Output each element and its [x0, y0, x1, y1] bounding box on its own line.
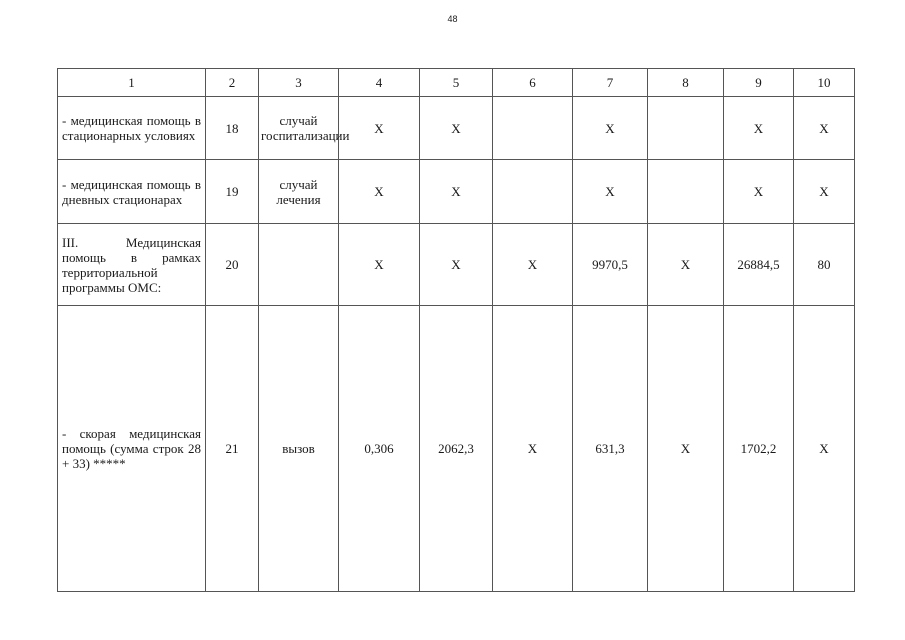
- table-cell: [648, 160, 724, 224]
- table-cell: 1702,2: [724, 306, 794, 592]
- row-name-cell: - медицинская помощь в дневных стационарах: [58, 160, 206, 224]
- header-row: [58, 69, 855, 97]
- table-row: [58, 224, 855, 306]
- row-unit-cell: [259, 224, 339, 306]
- header-cell: 4: [339, 69, 420, 97]
- table-cell: X: [573, 97, 648, 160]
- table-cell: 2062,3: [420, 306, 493, 592]
- table-cell: X: [420, 97, 493, 160]
- row-unit-cell: случай госпитализации: [259, 97, 339, 160]
- table-cell: X: [339, 97, 420, 160]
- table-cell: 26884,5: [724, 224, 794, 306]
- table-cell: X: [493, 224, 573, 306]
- header-cell: 8: [648, 69, 724, 97]
- table-cell: X: [493, 306, 573, 592]
- table-cell: X: [648, 224, 724, 306]
- page-number: 48: [447, 14, 458, 24]
- header-cell: 9: [724, 69, 794, 97]
- table-cell: 9970,5: [573, 224, 648, 306]
- header-cell: 1: [58, 69, 206, 97]
- table-cell: X: [339, 160, 420, 224]
- header-cell: 6: [493, 69, 573, 97]
- table-cell: 80: [794, 224, 855, 306]
- table-cell: X: [648, 306, 724, 592]
- table-cell: X: [724, 160, 794, 224]
- table-cell: X: [573, 160, 648, 224]
- table-cell: 0,306: [339, 306, 420, 592]
- table-row: [58, 160, 855, 224]
- row-code-cell: 20: [206, 224, 259, 306]
- row-code-cell: 19: [206, 160, 259, 224]
- table-cell: X: [794, 160, 855, 224]
- table-row: [58, 306, 855, 592]
- table-cell: X: [794, 306, 855, 592]
- table-row: [58, 97, 855, 160]
- row-code-cell: 18: [206, 97, 259, 160]
- row-unit-cell: случай лечения: [259, 160, 339, 224]
- table-cell: X: [724, 97, 794, 160]
- header-cell: 5: [420, 69, 493, 97]
- header-cell: 2: [206, 69, 259, 97]
- table-cell: [493, 160, 573, 224]
- data-table: [57, 68, 855, 592]
- row-name-cell: - медицинская помощь в стационарных условиях: [58, 97, 206, 160]
- table-cell: X: [339, 224, 420, 306]
- row-name-cell: III. Медицинская помощь в рамках территориальной программы ОМС:: [58, 224, 206, 306]
- table-cell: X: [794, 97, 855, 160]
- table-cell: [648, 97, 724, 160]
- row-name-cell: - скорая медицинская помощь (сумма строк 28 + 33) *****: [58, 306, 206, 592]
- table-cell: X: [420, 224, 493, 306]
- header-cell: 10: [794, 69, 855, 97]
- table-cell: [493, 97, 573, 160]
- header-cell: 7: [573, 69, 648, 97]
- table-cell: 631,3: [573, 306, 648, 592]
- header-cell: 3: [259, 69, 339, 97]
- row-code-cell: 21: [206, 306, 259, 592]
- row-unit-cell: вызов: [259, 306, 339, 592]
- table-cell: X: [420, 160, 493, 224]
